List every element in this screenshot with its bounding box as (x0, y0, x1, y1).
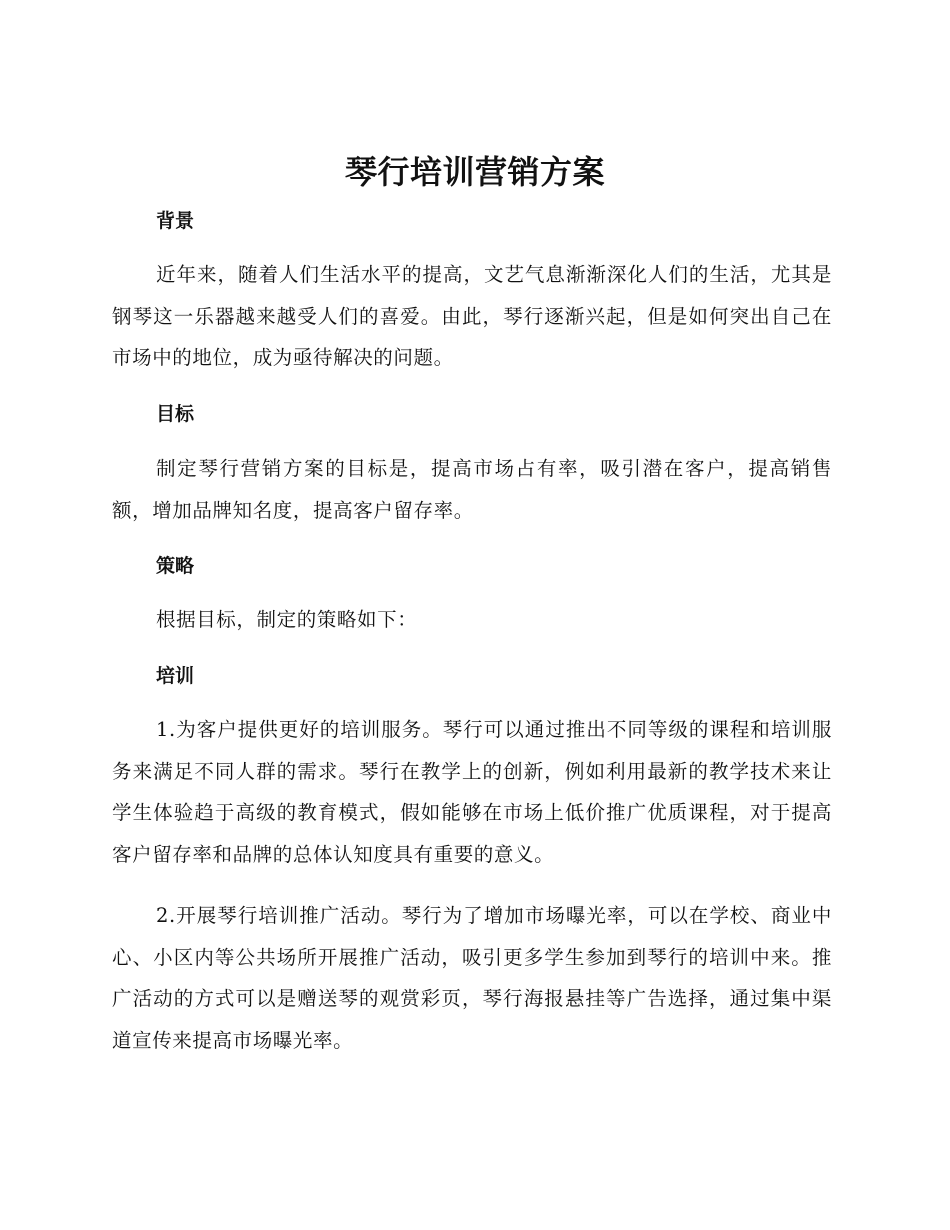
document-title: 琴行培训营销方案 (344, 153, 605, 191)
paragraph-training-item-2: 2.开展琴行培训推广活动。琴行为了增加市场曝光率，可以在学校、商业中心、小区内等公共场所开展推广活动，吸引更多学生参加到琴行的培训中来。推广活动的方式可以是赠送琴的观赏彩页，琴行海报悬挂等广告选择，通过集中渠道宣传来提高市场曝光率。 (112, 904, 832, 1052)
heading-goal: 目标 (156, 403, 195, 425)
paragraph-background: 近年来，随着人们生活水平的提高，文艺气息渐渐深化人们的生活，尤其是钢琴这一乐器越来越受人们的喜爱。由此，琴行逐渐兴起，但是如何突出自己在市场中的地位，成为亟待解决的问题。 (112, 263, 832, 369)
heading-training: 培训 (156, 665, 195, 687)
paragraph-goal: 制定琴行营销方案的目标是，提高市场占有率，吸引潜在客户，提高销售额，增加品牌知名度，提高客户留存率。 (112, 457, 832, 522)
paragraph-training-item-1: 1.为客户提供更好的培训服务。琴行可以通过推出不同等级的课程和培训服务来满足不同人群的需求。琴行在教学上的创新，例如利用最新的教学技术来让学生体验趋于高级的教育模式，假如能够在市场上低价推广优质课程，对于提高客户留存率和品牌的总体认知度具有重要的意义。 (112, 718, 832, 866)
heading-background: 背景 (156, 210, 195, 232)
heading-strategy: 策略 (156, 555, 195, 577)
paragraph-strategy: 根据目标，制定的策略如下： (156, 608, 418, 631)
